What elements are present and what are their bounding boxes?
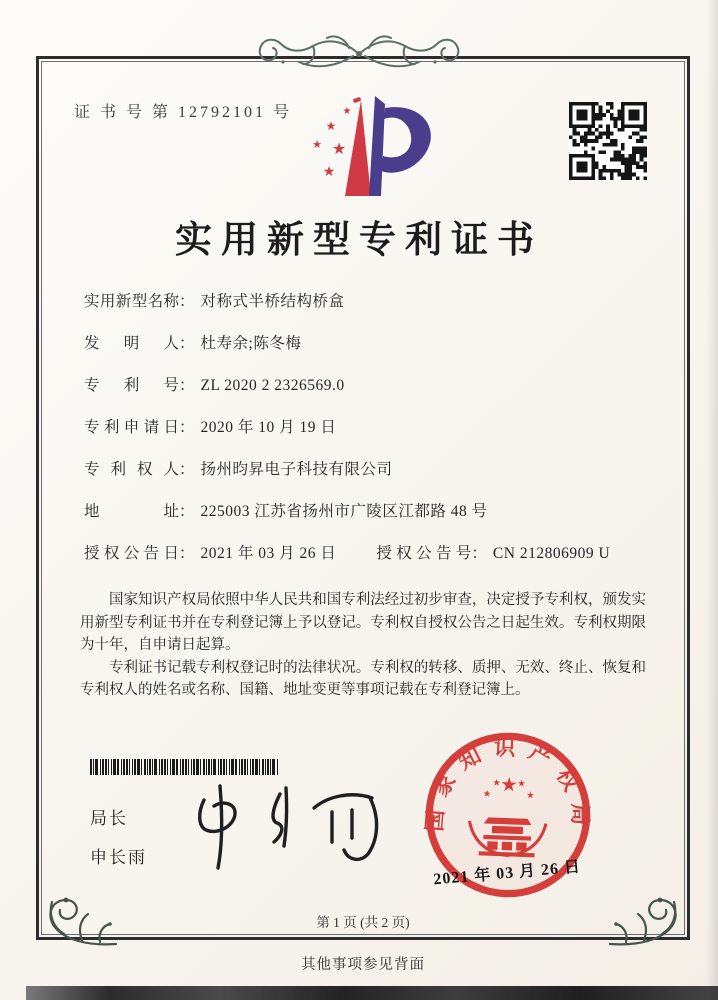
field-value: 扬州昀昇电子科技有限公司 <box>200 461 393 478</box>
reverse-side-note: 其他事项参见背面 <box>301 957 425 973</box>
legal-paragraph-1: 国家知识产权局依照中华人民共和国专利法经过初步审查，决定授予专利权，颁发实用新型专利证书并在专利登记簿上予以登记。专利权自授权公告之日起生效。专利权期限为十年，自申请日起算。 <box>80 592 646 653</box>
field-row-inventor <box>84 336 644 352</box>
commissioner-name: 申长雨 <box>90 848 147 867</box>
field-value: 225003 江苏省扬州市广陵区江都路 48 号 <box>200 503 488 520</box>
grant-date-group <box>84 545 336 562</box>
patent-fields <box>84 294 644 588</box>
svg-text:★: ★ <box>322 164 336 180</box>
floral-flourish-icon <box>253 28 465 80</box>
grant-number-group <box>376 545 610 562</box>
field-colon: ： <box>179 377 195 394</box>
svg-text:★: ★ <box>325 119 337 133</box>
field-label: 专利申请日 <box>84 419 179 436</box>
field-label: 授权公告日 <box>84 545 179 562</box>
field-label: 地址 <box>84 503 179 520</box>
field-label: 实用新型名称 <box>84 293 179 310</box>
seal-date: 2021 年 03 月 26 日 <box>432 858 582 889</box>
field-value: ZL 2020 2 2326569.0 <box>200 377 345 394</box>
certificate-number: 证 书 号 第 12792101 号 <box>74 104 293 121</box>
field-value: 2021 年 03 月 26 日 <box>200 545 337 562</box>
qr-code-icon <box>569 102 647 180</box>
signature-icon <box>180 776 395 880</box>
svg-text:★: ★ <box>492 777 502 789</box>
field-row-patent-no <box>84 378 644 394</box>
svg-text:★: ★ <box>517 778 526 790</box>
svg-text:★: ★ <box>499 772 519 797</box>
svg-text:★: ★ <box>342 106 352 117</box>
field-row-patentee <box>84 462 644 478</box>
field-label: 专利号 <box>84 377 179 394</box>
field-label: 发明人 <box>84 335 179 352</box>
svg-text:★: ★ <box>482 788 492 800</box>
seal-ring-text: 国家知识产权局 <box>422 735 593 837</box>
field-row-name <box>84 294 644 310</box>
scan-edge-band <box>26 986 718 1000</box>
field-colon: ： <box>471 545 487 562</box>
field-colon: ： <box>179 545 195 562</box>
page-number: 第 1 页 (共 2 页) <box>316 915 410 930</box>
scan-edge-shadow <box>706 0 718 1000</box>
field-colon: ： <box>179 293 195 310</box>
legal-paragraph-2: 专利证书记载专利权登记时的法律状况。专利权的转移、质押、无效、终止、恢复和专利权人的姓名或名称、国籍、地址变更等事项记载在专利登记簿上。 <box>80 659 646 698</box>
field-colon: ： <box>179 419 195 436</box>
field-colon: ： <box>179 503 195 520</box>
svg-text:★: ★ <box>312 138 322 151</box>
field-row-address <box>84 504 644 520</box>
field-row-filing-date <box>84 420 644 436</box>
field-value: CN 212806909 U <box>492 545 611 562</box>
svg-text:★: ★ <box>526 790 535 802</box>
barcode-icon <box>90 759 280 775</box>
commissioner-role: 局长 <box>90 809 128 828</box>
legal-text <box>80 589 646 702</box>
commissioner-block <box>90 804 147 868</box>
field-value: 2020 年 10 月 19 日 <box>200 419 337 436</box>
field-colon: ： <box>179 461 195 478</box>
cnipa-logo-icon <box>297 84 447 208</box>
certificate-title: 实用新型专利证书 <box>175 220 543 261</box>
field-value: 对称式半桥结构桥盒 <box>200 293 345 310</box>
field-label: 授权公告号 <box>376 545 472 562</box>
field-label: 专利权人 <box>84 461 179 478</box>
svg-text:★: ★ <box>331 139 347 158</box>
field-row-grant <box>84 546 644 562</box>
field-value: 杜寿余;陈冬梅 <box>200 335 302 352</box>
field-colon: ： <box>179 335 195 352</box>
